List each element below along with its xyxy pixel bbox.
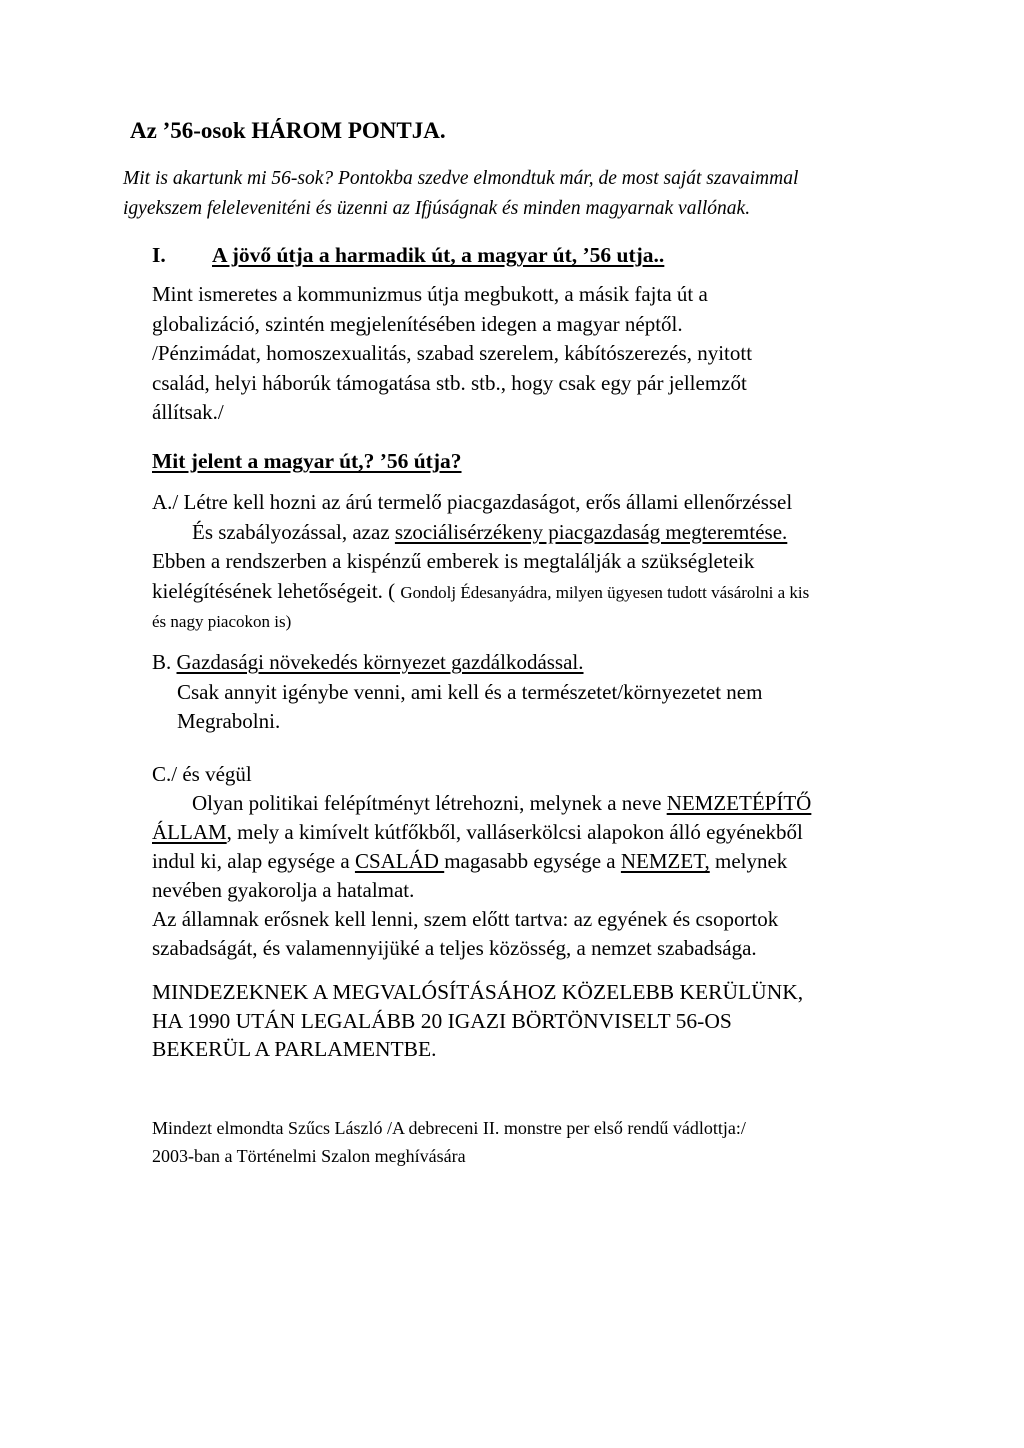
text-segment: Olyan politikai felépítményt létrehozni, melynek a neve bbox=[192, 791, 667, 815]
closing-statement bbox=[152, 978, 803, 1064]
paragraph-line: család, helyi háborúk támogatása stb. stb., hogy csak egy pár jellemzőt bbox=[152, 370, 747, 395]
paragraph-line: és nagy piacokon is) bbox=[152, 612, 292, 631]
underlined-text: NEMZETÉPÍTŐ bbox=[666, 791, 812, 815]
paragraph-line: /Pénzimádat, homoszexualitás, szabad szerelem, kábítószerezés, nyitott bbox=[152, 341, 753, 365]
section-1-paragraph bbox=[152, 280, 752, 428]
paragraph-line bbox=[152, 818, 811, 847]
paragraph-line bbox=[152, 577, 809, 608]
text-segment: kielégítésének lehetőségeit. ( bbox=[152, 578, 401, 603]
text-segment: melynek bbox=[709, 849, 788, 873]
paragraph-line: Megrabolni. bbox=[177, 709, 281, 733]
paragraph-line: Csak annyit igénybe venni, ami kell és a természetet/környezetet nem bbox=[177, 679, 763, 704]
section-1-heading-text: A jövő útja a harmadik út, a magyar út, ’56 utja.. bbox=[212, 243, 665, 267]
paragraph-line: szabadságát, és valamennyijüké a teljes közösség, a nemzet szabadsága. bbox=[152, 936, 757, 960]
question-heading-text: Mit jelent a magyar út,? ’56 útja? bbox=[152, 449, 462, 473]
text-segment: És szabályozással, azaz bbox=[192, 519, 395, 544]
underlined-text: Gazdasági növekedés környezet gazdálkodással. bbox=[176, 650, 584, 674]
underlined-text: ÁLLAM bbox=[152, 820, 227, 844]
text-segment: , mely a kimívelt kútfőkből, valláserkölcsi alapokon álló egyénekből bbox=[226, 820, 803, 844]
intro-line-1: Mit is akartunk mi 56-sok? Pontokba szedve elmondtuk már, de most saját szavaimmal bbox=[123, 168, 799, 189]
paragraph-line: nevében gyakorolja a hatalmat. bbox=[152, 878, 415, 902]
text-segment: magasabb egysége a bbox=[444, 849, 621, 873]
attribution-note bbox=[152, 1114, 746, 1170]
statement-line: BEKERÜL A PARLAMENTBE. bbox=[152, 1037, 437, 1061]
point-a-paragraph bbox=[152, 488, 809, 637]
paragraph-line bbox=[152, 648, 762, 678]
paragraph-line bbox=[152, 789, 811, 818]
attribution-line: 2003-ban a Történelmi Szalon meghívására bbox=[152, 1146, 466, 1166]
paragraph-line: C./ és végül bbox=[152, 762, 252, 786]
paragraph-line bbox=[152, 847, 811, 876]
paragraph-line: A./ Létre kell hozni az árú termelő piacgazdaságot, erős állami ellenőrzéssel bbox=[152, 490, 793, 514]
underlined-text: CSALÁD bbox=[354, 849, 445, 873]
paragraph-line: Ebben a rendszerben a kispénzű emberek is megtalálják a szükségleteik bbox=[152, 549, 755, 573]
paragraph-line: állítsak./ bbox=[152, 400, 224, 424]
paragraph-line: Mint ismeretes a kommunizmus útja megbukott, a másik fajta út a bbox=[152, 282, 708, 306]
paragraph-line bbox=[152, 518, 809, 548]
statement-line: MINDEZEKNEK A MEGVALÓSÍTÁSÁHOZ KÖZELEBB KERÜLÜNK, bbox=[152, 980, 804, 1004]
section-1-heading bbox=[152, 243, 664, 268]
question-heading bbox=[152, 449, 462, 474]
statement-line: HA 1990 UTÁN LEGALÁBB 20 IGAZI BÖRTÖNVISELT 56-OS bbox=[152, 1008, 732, 1033]
point-c-paragraph bbox=[152, 760, 811, 963]
attribution-line: Mindezt elmondta Szűcs László /A debreceni II. monstre per első rendű vádlottja:/ bbox=[152, 1118, 746, 1138]
paragraph-line: globalizáció, szintén megjelenítésében idegen a magyar néptől. bbox=[152, 311, 683, 336]
paragraph-line: Az államnak erősnek kell lenni, szem előtt tartva: az egyének és csoportok bbox=[152, 907, 779, 931]
section-1-numeral: I. bbox=[152, 243, 166, 267]
underlined-text: szociálisérzékeny piacgazdaság megteremtése. bbox=[394, 519, 788, 544]
small-text-segment: Gondolj Édesanyádra, milyen ügyesen tudott vásárolni a kis bbox=[400, 582, 810, 602]
document-title: Az ’56-osok HÁROM PONTJA. bbox=[130, 118, 446, 143]
point-b-label: B. bbox=[152, 650, 177, 674]
text-segment: indul ki, alap egysége a bbox=[152, 849, 355, 873]
underlined-text: NEMZET, bbox=[620, 849, 710, 873]
intro-paragraph bbox=[123, 164, 798, 224]
point-b-paragraph bbox=[152, 648, 762, 737]
intro-line-2: igyekszem feleleveniténi és üzenni az Ifjúságnak és minden magyarnak vallónak. bbox=[123, 198, 751, 219]
